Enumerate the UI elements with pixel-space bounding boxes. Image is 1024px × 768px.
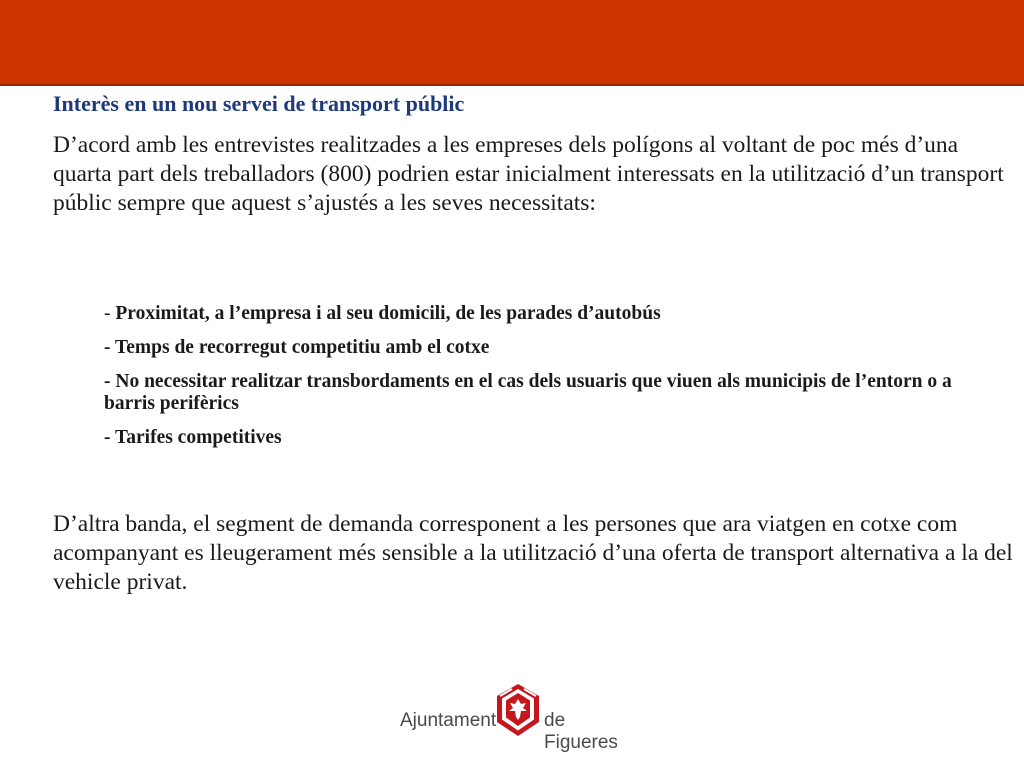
- needs-list: [104, 303, 984, 461]
- intro-paragraph: D’acord amb les entrevistes realitzades a les empreses dels polígons al voltant de poc més d’una quarta part dels treballadors (800) podrien estar inicialment interessats en la utilització d’un transport públic sempre que aquest s’ajustés a les seves necessitats:: [53, 132, 1004, 216]
- logo-text-right: de Figueres: [544, 710, 618, 753]
- list-item-text: Tarifes competitives: [115, 427, 282, 448]
- list-item-text: Proximitat, a l’empresa i al seu domicili, de les parades d’autobús: [115, 303, 661, 324]
- ajuntament-logo: [400, 678, 640, 753]
- slide-title: Interès en un nou servei de transport públic: [53, 91, 465, 116]
- list-item-text: Temps de recorregut competitiu amb el cotxe: [115, 337, 490, 358]
- list-item: - Tarifes competitives: [104, 427, 282, 448]
- list-item-text: No necessitar realitzar transbordaments en el cas dels usuaris que viuen als municipis de l’entorn o a barris perifèrics: [104, 371, 952, 414]
- figueres-crest-icon: [494, 682, 542, 738]
- list-item: - Temps de recorregut competitiu amb el cotxe: [104, 337, 490, 358]
- list-item: - No necessitar realitzar transbordaments en el cas dels usuaris que viuen als municipis de l’entorn o a barris perifèrics: [104, 371, 952, 414]
- logo-text-left: Ajuntament: [400, 710, 497, 731]
- list-item: - Proximitat, a l’empresa i al seu domicili, de les parades d’autobús: [104, 303, 661, 324]
- header-band: [0, 0, 1024, 86]
- closing-paragraph: D’altra banda, el segment de demanda corresponent a les persones que ara viatgen en cotxe com acompanyant es lleugerament més sensible a la utilització d’una oferta de transport alternativa a la del vehicle privat.: [53, 511, 1013, 595]
